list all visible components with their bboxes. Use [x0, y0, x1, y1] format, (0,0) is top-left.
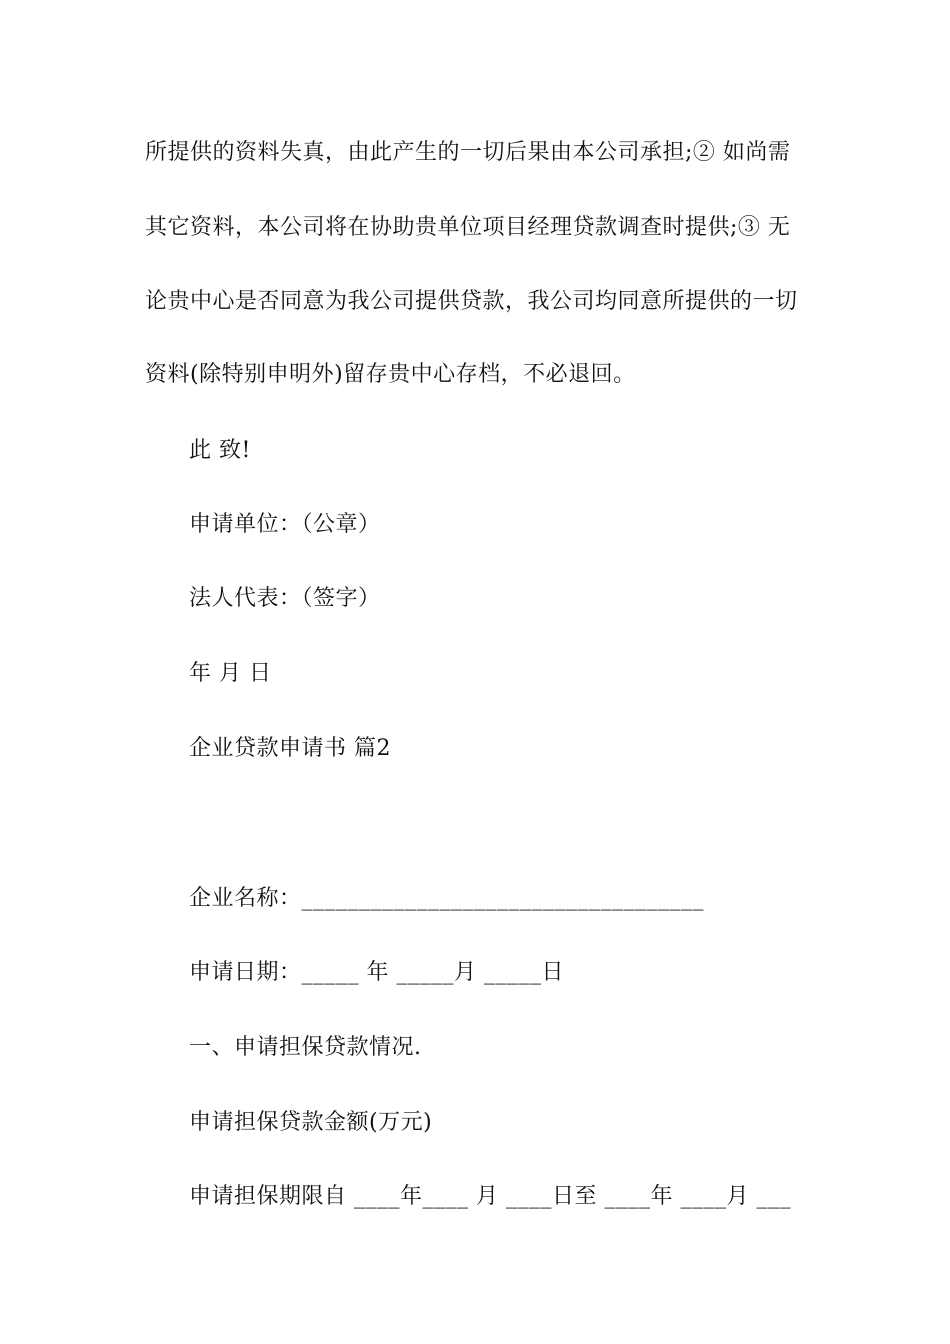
paragraph-line-1: 所提供的资料失真，由此产生的一切后果由本公司承担;② 如尚需: [145, 140, 791, 165]
date-line: 年 月 日: [189, 661, 272, 686]
company-name-field: 企业名称：___________________________________: [189, 886, 705, 911]
section-item-one: 一、申请担保贷款情况.: [189, 1035, 422, 1060]
loan-period-field: 申请担保期限自 ____年____ 月 ____日至 ____年 ____月 ___: [189, 1184, 791, 1209]
legal-representative: 法人代表：（签字）: [189, 586, 381, 611]
apply-date-field: 申请日期：_____ 年 _____月 _____日: [189, 960, 564, 985]
loan-amount-label: 申请担保贷款金额(万元): [189, 1110, 433, 1135]
closing-salutation: 此 致!: [189, 438, 251, 463]
paragraph-line-4: 资料(除特别申明外)留存贵中心存档，不必退回。: [145, 362, 636, 387]
paragraph-line-3: 论贵中心是否同意为我公司提供贷款，我公司均同意所提供的一切: [145, 289, 798, 314]
paragraph-line-2: 其它资料，本公司将在协助贵单位项目经理贷款调查时提供;③ 无: [145, 215, 791, 240]
section-title: 企业贷款申请书 篇2: [189, 736, 391, 761]
applicant-unit: 申请单位：（公章）: [189, 512, 381, 537]
